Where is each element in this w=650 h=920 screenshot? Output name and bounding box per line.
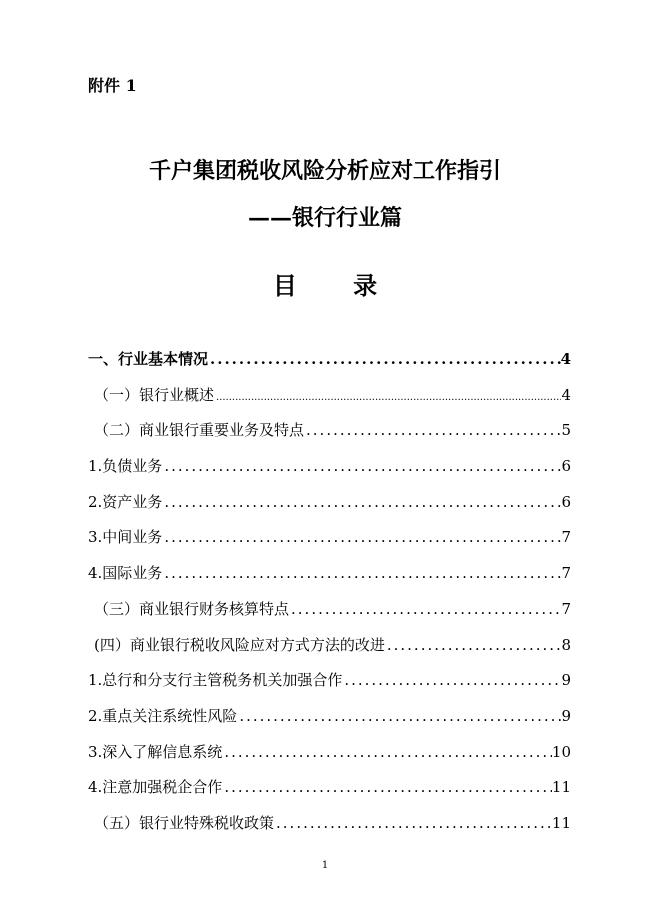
toc-entry[interactable] bbox=[88, 776, 571, 812]
toc-entry[interactable] bbox=[88, 526, 571, 562]
toc-leader-dots bbox=[208, 350, 561, 368]
toc-entry[interactable] bbox=[88, 705, 571, 741]
toc-entry[interactable] bbox=[88, 812, 571, 848]
toc-entry-page: 6 bbox=[561, 457, 571, 476]
toc-entry-page: 9 bbox=[561, 671, 571, 690]
toc-entry[interactable] bbox=[88, 741, 571, 777]
toc-entry-page: 5 bbox=[561, 421, 571, 440]
toc-leader-dots bbox=[162, 457, 561, 475]
toc-entry[interactable] bbox=[88, 384, 571, 420]
toc-entry-page: 11 bbox=[551, 778, 571, 797]
table-of-contents bbox=[88, 348, 571, 848]
toc-entry-label: 1.负债业务 bbox=[88, 457, 163, 476]
attachment-label: 附件 1 bbox=[88, 76, 137, 95]
toc-entry-page: 7 bbox=[561, 564, 571, 583]
toc-entry[interactable] bbox=[88, 455, 571, 491]
toc-entry-label: 2.重点关注系统性风险 bbox=[88, 706, 238, 725]
toc-entry-page: 7 bbox=[561, 528, 571, 547]
toc-leader-dots bbox=[289, 600, 561, 618]
toc-entry[interactable] bbox=[88, 419, 571, 455]
document-subtitle: ——银行行业篇 bbox=[247, 205, 402, 231]
toc-leader-dots bbox=[162, 493, 561, 511]
toc-entry-label: 4.国际业务 bbox=[88, 564, 163, 583]
toc-entry[interactable] bbox=[88, 491, 571, 527]
page-number: 1 bbox=[321, 860, 329, 871]
toc-entry-page: 6 bbox=[561, 492, 571, 511]
toc-entry-label: 一、行业基本情况 bbox=[88, 350, 209, 368]
toc-entry-page: 10 bbox=[551, 742, 571, 761]
toc-entry-label: （一）银行业概述 bbox=[94, 385, 215, 404]
toc-leader-dots bbox=[342, 671, 561, 689]
toc-entry-label: （五）银行业特殊税收政策 bbox=[94, 813, 275, 832]
toc-heading: 目 录 bbox=[272, 271, 402, 300]
toc-entry-label: 3.中间业务 bbox=[88, 528, 163, 547]
toc-entry-page: 11 bbox=[551, 813, 571, 832]
toc-entry[interactable] bbox=[88, 598, 571, 634]
toc-entry-label: 2.资产业务 bbox=[88, 492, 163, 511]
toc-leader-dots bbox=[304, 421, 561, 439]
document-title: 千户集团税收风险分析应对工作指引 bbox=[148, 158, 501, 184]
toc-leader-dots bbox=[214, 392, 561, 403]
toc-entry-page: 9 bbox=[561, 706, 571, 725]
toc-entry[interactable] bbox=[88, 669, 571, 705]
toc-entry-label: （二）商业银行重要业务及特点 bbox=[94, 421, 305, 440]
toc-entry-page: 7 bbox=[561, 599, 571, 618]
toc-entry-label: （三）商业银行财务核算特点 bbox=[94, 599, 290, 618]
toc-entry-label: (四）商业银行税收风险应对方式方法的改进 bbox=[94, 635, 385, 654]
toc-leader-dots bbox=[162, 564, 561, 582]
toc-entry-label: 3.深入了解信息系统 bbox=[88, 742, 223, 761]
toc-entry-page: 4 bbox=[560, 350, 571, 368]
toc-entry-label: 1.总行和分支行主管税务机关加强合作 bbox=[88, 671, 343, 690]
toc-leader-dots bbox=[162, 528, 561, 546]
toc-leader-dots bbox=[222, 743, 552, 761]
toc-entry[interactable] bbox=[88, 562, 571, 598]
toc-leader-dots bbox=[237, 707, 561, 725]
toc-leader-dots bbox=[274, 814, 552, 832]
toc-entry-page: 8 bbox=[561, 635, 571, 654]
toc-entry-label: 4.注意加强税企合作 bbox=[88, 778, 223, 797]
toc-entry-page: 4 bbox=[561, 385, 571, 404]
toc-leader-dots bbox=[222, 778, 552, 796]
toc-leader-dots bbox=[385, 636, 562, 654]
toc-entry[interactable] bbox=[88, 634, 571, 670]
toc-entry[interactable] bbox=[88, 348, 571, 384]
